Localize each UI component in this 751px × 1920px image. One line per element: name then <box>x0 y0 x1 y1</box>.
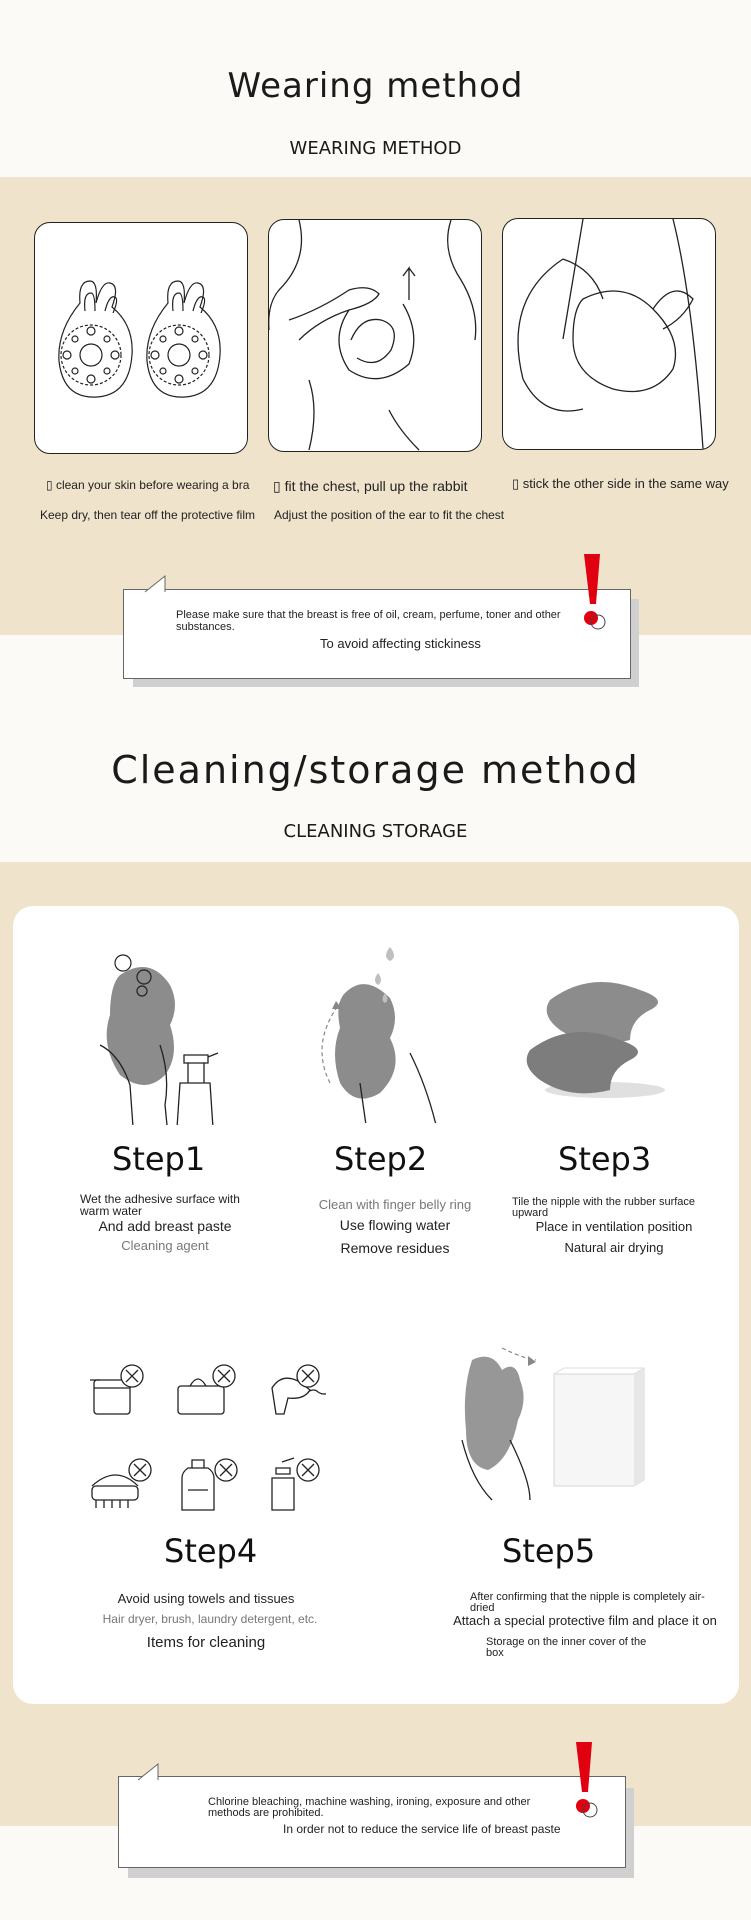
wearing-title: Wearing method <box>227 66 524 106</box>
caption-clean-skin: ▯ clean your skin before wearing a bra <box>46 478 250 492</box>
step2-illustration <box>300 943 450 1123</box>
panel-pasties-illustration <box>34 222 248 454</box>
wearing-note-line1: Please make sure that the breast is free of oil, cream, perfume, toner and other substances. <box>176 609 561 633</box>
step3-line1: Tile the nipple with the rubber surface upward <box>512 1196 696 1219</box>
pasties-illustration <box>35 223 247 453</box>
panel-fit-chest-illustration <box>268 219 482 452</box>
step4-prohibited-items-icons <box>86 1358 326 1528</box>
step5-line3: Storage on the inner cover of the box <box>486 1636 647 1659</box>
alert-exclamation-icon-2 <box>570 1740 604 1820</box>
cleaning-note-line2: In order not to reduce the service life of breast paste <box>283 1822 561 1836</box>
wearing-subtitle: WEARING METHOD <box>289 138 462 159</box>
step1-line1: Wet the adhesive surface with warm water <box>80 1192 240 1218</box>
step4-line1: Avoid using towels and tissues <box>117 1591 295 1606</box>
caption-stick-other-side: ▯ stick the other side in the same way <box>512 476 729 491</box>
subcaption-keep-dry: Keep dry, then tear off the protective film <box>40 508 256 522</box>
panel-stick-other-side-illustration <box>502 218 716 450</box>
stick-other-side-illustration <box>503 219 715 449</box>
step2-line3: Remove residues <box>340 1240 450 1256</box>
wearing-note <box>123 589 631 679</box>
step2-line2: Use flowing water <box>339 1217 451 1233</box>
cleaning-note-line1: Chlorine bleaching, machine washing, ironing, exposure and other methods are prohibited. <box>208 1796 531 1819</box>
step1-line2: And add breast paste <box>98 1218 232 1234</box>
cleaning-title: Cleaning/storage method <box>111 748 640 792</box>
step2-title: Step2 <box>334 1140 428 1178</box>
wearing-note-line2: To avoid affecting stickiness <box>320 636 481 651</box>
step3-line2: Place in ventilation position <box>535 1219 693 1234</box>
step1-line3: Cleaning agent <box>121 1238 209 1253</box>
step1-title: Step1 <box>112 1140 206 1178</box>
step2-line1: Clean with finger belly ring <box>318 1197 472 1212</box>
subcaption-adjust-ear: Adjust the position of the ear to fit the chest <box>274 508 505 522</box>
fit-chest-illustration <box>269 220 481 451</box>
step4-line3: Items for cleaning <box>146 1634 266 1651</box>
cleaning-subtitle: CLEANING STORAGE <box>283 821 468 842</box>
step3-illustration <box>520 970 680 1110</box>
step4-title: Step4 <box>164 1532 258 1570</box>
step1-illustration <box>80 945 230 1125</box>
step5-title: Step5 <box>502 1532 596 1570</box>
caption-fit-chest: ▯ fit the chest, pull up the rabbit <box>273 478 468 494</box>
note-tab-shape-2 <box>136 1756 164 1782</box>
step5-line1: After confirming that the nipple is completely air-dried <box>470 1591 705 1614</box>
step3-line3: Natural air drying <box>564 1240 664 1255</box>
step4-line2: Hair dryer, brush, laundry detergent, etc. <box>102 1612 318 1626</box>
step5-line2: Attach a special protective film and place it on <box>453 1613 717 1628</box>
step5-illustration <box>440 1340 670 1510</box>
note-tab-shape <box>143 568 171 594</box>
step3-title: Step3 <box>558 1140 652 1178</box>
alert-exclamation-icon <box>578 552 612 632</box>
